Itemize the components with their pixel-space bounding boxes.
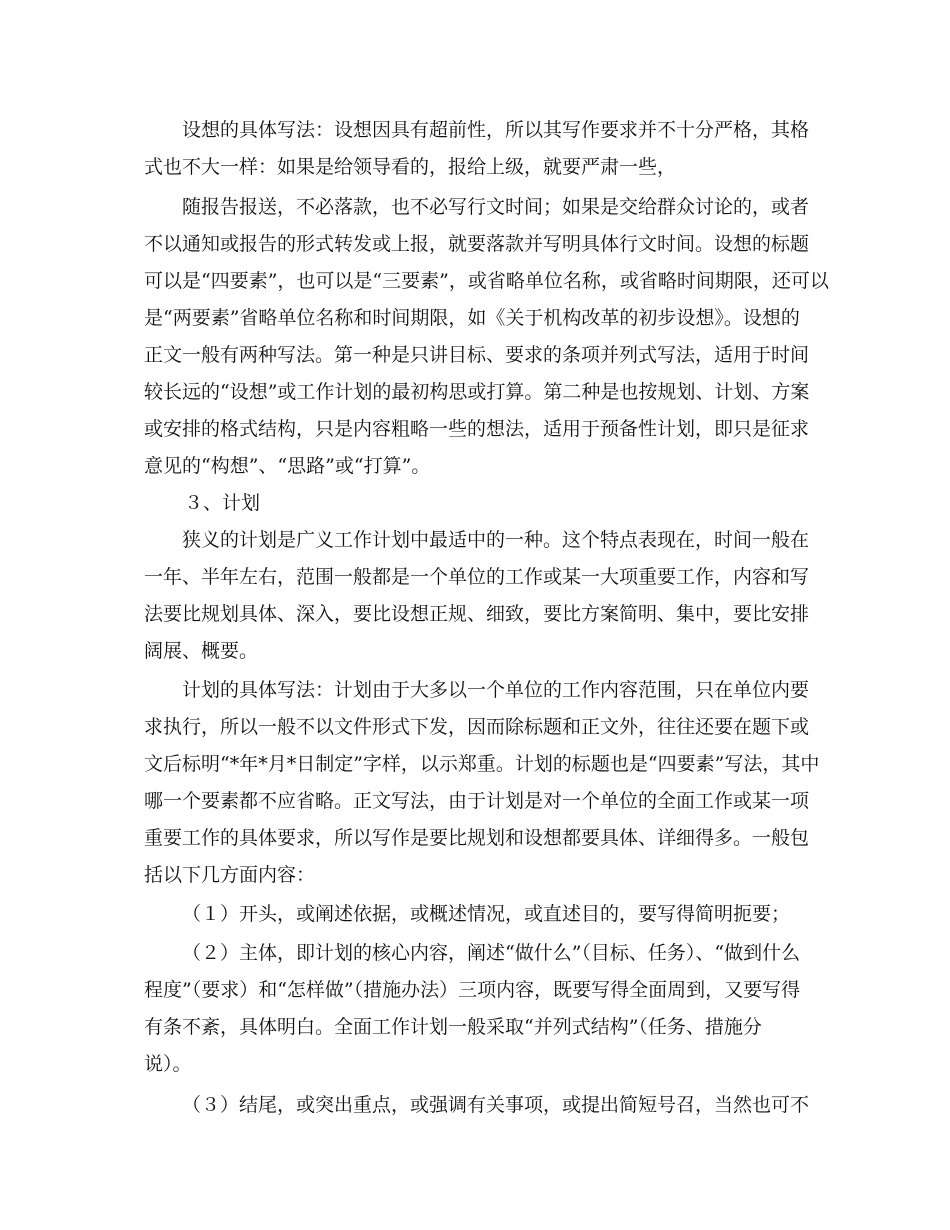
text-line: 正文一般有两种写法。第一种是只讲目标、要求的条项并列式写法，适用于时间	[144, 344, 810, 366]
paragraph-idea-details	[144, 189, 829, 485]
text-line: 设想的具体写法：设想因具有超前性，所以其写作要求并不十分严格，其格	[182, 119, 810, 141]
text-line: 一年、半年左右，范围一般都是一个单位的工作或某一大项重要工作，内容和写	[144, 566, 810, 588]
text-line: 较长远的“设想”或工作计划的最初构思或打算。第二种是也按规划、计划、方案	[144, 381, 810, 403]
text-line: 程度”（要求）和“怎样做”（措施办法）三项内容，既要写得全面周到，又要写得	[144, 979, 801, 1001]
paragraph-narrow-plan	[144, 522, 812, 670]
text-line: 狭义的计划是广义工作计划中最适中的一种。这个特点表现在，时间一般在	[182, 529, 810, 551]
text-line: 式也不大一样：如果是给领导看的，报给上级，就要严肃一些，	[144, 156, 677, 178]
text-line: 可以是“四要素”，也可以是“三要素”，或省略单位名称，或省略时间期限，还可以	[144, 270, 829, 292]
list-item-opening	[144, 896, 812, 933]
text-line: 计划的具体写法：计划由于大多以一个单位的工作内容范围，只在单位内要	[182, 679, 810, 701]
text-line: （１）开头，或阐述依据，或概述情况，或直述目的，要写得简明扼要；	[182, 903, 791, 925]
paragraph-idea-writing-method	[144, 112, 812, 186]
text-line: 有条不紊，具体明白。全面工作计划一般采取“并列式结构”（任务、措施分	[144, 1016, 762, 1038]
text-line: （３）结尾，或突出重点，或强调有关事项，或提出简短号召，当然也可不	[182, 1094, 810, 1116]
paragraph-plan-writing-method	[144, 672, 820, 894]
text-line: 是“两要素”省略单位名称和时间期限，如《关于机构改革的初步设想》。设想的	[144, 307, 800, 329]
text-line: 随报告报送，不必落款，也不必写行文时间；如果是交给群众讨论的，或者	[182, 196, 810, 218]
text-line: 括以下几方面内容：	[144, 864, 316, 886]
list-item-main-body	[144, 935, 812, 1083]
section-heading-text: ３、计划	[184, 492, 261, 514]
text-line: 说）。	[144, 1053, 192, 1075]
text-line: 或安排的格式结构，只是内容粗略一些的想法，适用于预备性计划，即只是征求	[144, 418, 810, 440]
text-line: 阔展、概要。	[144, 640, 259, 662]
text-line: （２）主体，即计划的核心内容，阐述“做什么”（目标、任务）、“做到什么	[182, 942, 801, 964]
text-line: 意见的“构想”、“思路”或“打算”。	[144, 455, 431, 477]
text-line: 重要工作的具体要求，所以写作是要比规划和设想都要具体、详细得多。一般包	[144, 827, 810, 849]
text-line: 求执行，所以一般不以文件形式下发，因而除标题和正文外，往往还要在题下或	[144, 716, 810, 738]
text-line: 不以通知或报告的形式转发或上报，就要落款并写明具体行文时间。设想的标题	[144, 233, 810, 255]
text-line: 法要比规划具体、深入，要比设想正规、细致，要比方案简明、集中，要比安排	[144, 603, 810, 625]
section-heading-plan	[144, 485, 812, 522]
text-line: 哪一个要素都不应省略。正文写法，由于计划是对一个单位的全面工作或某一项	[144, 790, 810, 812]
list-item-ending	[144, 1087, 812, 1124]
document-body	[144, 112, 829, 1124]
text-line: 文后标明“*年*月*日制定”字样，以示郑重。计划的标题也是“四要素”写法，其中	[144, 753, 820, 775]
